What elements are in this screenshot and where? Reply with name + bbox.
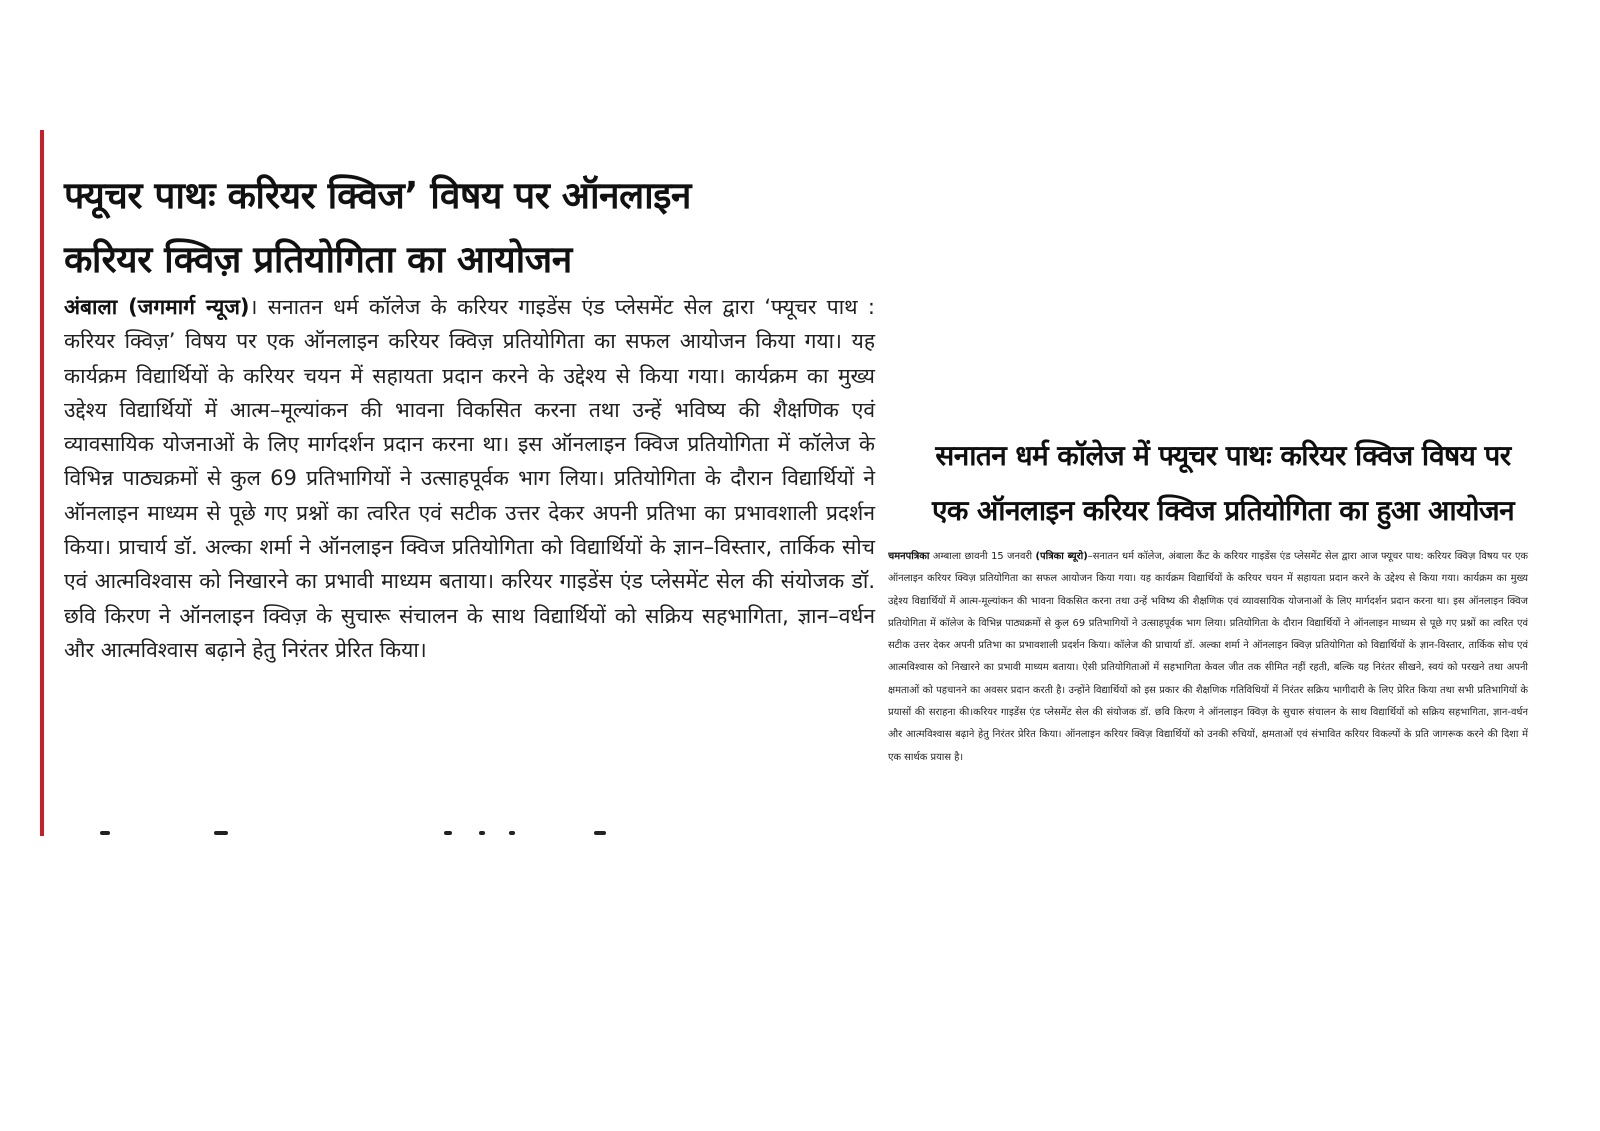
left-headline-line-1: फ्यूचर पाथः करियर क्विज’ विषय पर ऑनलाइन: [64, 174, 691, 217]
right-headline-line-2: एक ऑनलाइन करियर क्विज प्रतियोगिता का हुआ आयोजन: [931, 494, 1515, 527]
right-headline-line-1: सनातन धर्म कॉलेज में फ्यूचर पाथः करियर क्विज विषय पर: [935, 439, 1511, 472]
cut-off-text-line: [64, 825, 624, 836]
left-news-clipping: [40, 130, 880, 836]
red-column-rule: [40, 130, 44, 836]
right-source: चमनपत्रिका: [888, 551, 930, 562]
right-headline: [888, 428, 1558, 538]
right-bureau: (पत्रिका ब्यूरो): [1035, 551, 1088, 562]
right-place-date: अम्बाला छावनी 15 जनवरी: [929, 551, 1036, 562]
right-article-body: [888, 546, 1528, 769]
left-article-body: [64, 290, 875, 667]
left-body-text: । सनातन धर्म कॉलेज के करियर गाइडेंस एंड प्लेसमेंट सेल द्वारा ‘फ्यूचर पाथ : करियर क्विज़’ विषय पर एक ऑनलाइन करियर क्विज़ प्रतियोगिता का सफल आयोजन किया गया। यह कार्यक्रम विद्यार्थियों के करियर चयन में सहायता प्रदान करने के उद्देश्य से किया गया। कार्यक्रम का मुख्य उद्देश्य विद्यार्थियों में आत्म–मूल्यांकन की भावना विकसित करना तथा उन्हें भविष्य की शैक्षणिक एवं व्यावसायिक योजनाओं के लिए मार्गदर्शन प्रदान करना था। इस ऑनलाइन क्विज प्रतियोगिता में कॉलेज के विभिन्न पाठ्यक्रमों से कुल 69 प्रतिभागियों ने उत्साहपूर्वक भाग लिया। प्रतियोगिता के दौरान विद्यार्थियों ने ऑनलाइन माध्यम से पूछे गए प्रश्नों का त्वरित एवं सटीक उत्तर देकर अपनी प्रतिभा का प्रभावशाली प्रदर्शन किया। प्राचार्य डॉ. अल्का शर्मा ने ऑनलाइन क्विज प्रतियोगिता को विद्यार्थियों के ज्ञान–विस्तार, तार्किक सोच एवं आत्मविश्वास को निखारने का प्रभावी माध्यम बताया। करियर गाइडेंस एंड प्लेसमेंट सेल की संयोजक डॉ. छवि किरण ने ऑनलाइन क्विज़ के सुचारू संचालन के साथ विद्यार्थियों को सक्रिय सहभागिता, ज्ञान–वर्धन और आत्मविश्वास बढ़ाने हेतु निरंतर प्रेरित किया।: [64, 295, 875, 662]
right-news-clipping: [888, 428, 1558, 848]
right-body-text: –सनातन धर्म कॉलेज, अंबाला कैंट के करियर गाइडेंस एंड प्लेसमेंट सेल द्वारा आज फ्यूचर पाथ: करियर क्विज़ विषय पर एक ऑनलाइन करियर क्विज़ प्रतियोगिता का सफल आयोजन किया गया। यह कार्यक्रम विद्यार्थियों के करियर चयन में सहायता प्रदान करने के उद्देश्य से किया गया। कार्यक्रम का मुख्य उद्देश्य विद्यार्थियों में आत्म-मूल्यांकन की भावना विकसित करना तथा उन्हें भविष्य की शैक्षणिक एवं व्यावसायिक योजनाओं के लिए मार्गदर्शन प्रदान करना था। इस ऑनलाइन क्विज प्रतियोगिता में कॉलेज के विभिन्न पाठ्यक्रमों से कुल 69 प्रतिभागियों ने उत्साहपूर्वक भाग लिया। प्रतियोगिता के दौरान विद्यार्थियों ने ऑनलाइन माध्यम से पूछे गए प्रश्नों का त्वरित एवं सटीक उत्तर देकर अपनी प्रतिभा का प्रभावशाली प्रदर्शन किया। कॉलेज की प्राचार्या डॉ. अल्का शर्मा ने ऑनलाइन क्विज़ प्रतियोगिता को विद्यार्थियों के ज्ञान-विस्तार, तार्किक सोच एवं आत्मविश्वास को निखारने का प्रभावी माध्यम बताया। ऐसी प्रतियोगिताओं में सहभागिता केवल जीत तक सीमित नहीं रहती, बल्कि यह निरंतर सीखने, स्वयं को परखने तथा अपनी क्षमताओं को पहचानने का अवसर प्रदान करती है। उन्होंने विद्यार्थियों को इस प्रकार की शैक्षणिक गतिविधियों में निरंतर सक्रिय भागीदारी के लिए प्रेरित किया तथा सभी प्रतिभागियों के प्रयासों की सराहना की।करियर गाइडेंस एंड प्लेसमेंट सेल की संयोजक डॉ. छवि किरण ने ऑनलाइन क्विज़ के सुचारु संचालन के साथ विद्यार्थियों को सक्रिय सहभागिता, ज्ञान-वर्धन और आत्मविश्वास बढ़ाने हेतु निरंतर प्रेरित किया। ऑनलाइन करियर क्विज़ विद्यार्थियों को उनकी रुचियों, क्षमताओं एवं संभावित करियर विकल्पों के प्रति जागरूक करने की दिशा में एक सार्थक प्रयास है।: [888, 551, 1528, 763]
left-dateline: अंबाला (जगमार्ग न्यूज): [64, 295, 250, 319]
left-headline-line-2: करियर क्विज़ प्रतियोगिता का आयोजन: [64, 238, 572, 281]
left-headline: [64, 164, 874, 292]
